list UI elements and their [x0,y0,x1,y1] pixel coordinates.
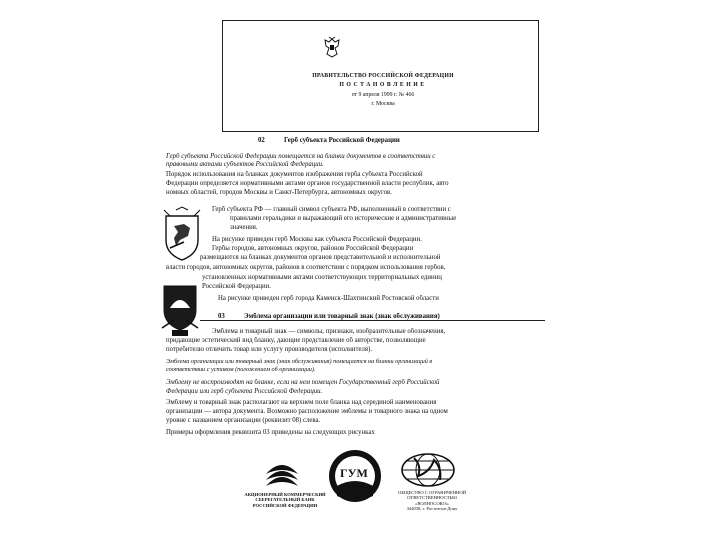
kamensk-coat-of-arms-icon [160,280,200,338]
sec03-line: Федерации или герб субъекта Российской Федерации. [166,388,323,395]
sec03-line: Эмблему и товарный знак располагают на верхнем поле бланка над серединой наименования [166,399,437,406]
arms-line: установленных нормативными актами соответствующих территориальных единиц [202,274,442,281]
sec02-line: номных областей, городов Москвы и Санкт-Петербурга, автономных округов. [166,189,392,196]
sec02-line: Герб субъекта Российской Федерации помещается на бланки документов в соответствии с [166,153,436,160]
sec03-line: организации — автора документа. Возможно расположение эмблемы и товарного знака на одном [166,408,448,415]
arms-line: На рисунке приведен герб города Каменск-Шахтинский Ростовской области [218,295,439,302]
section-03-number: 03 [218,313,225,320]
company-caption-line: «ВОЛНОСОЮЗ» [415,500,449,506]
company-caption-line: 344038, г. Ростов-на-Дону [406,506,458,512]
sberbank-caption-line: РОССИЙСКОЙ ФЕДЕРАЦИИ [252,502,318,508]
arms-line: Российской Федерации. [202,283,271,290]
sec03-line: соответствии с уставом (положением об организации). [166,366,316,373]
sberbank-caption-line: АКЦИОНЕРНЫЙ КОММЕРЧЕСКИЙ [244,492,326,497]
sec02-line: Федерации определяется нормативными актами органов государственной власти республик, авто [166,180,449,187]
decree-date: от 9 апреля 1999 г. № 466 [351,92,415,98]
sec03-line: Эмблему не воспроизводят на бланке, если на нем помещен Государственный герб Российской [166,379,440,386]
section-02-number: 02 [258,137,265,144]
globe-logo-icon [400,452,456,488]
arms-line: На рисунке приведен герб Москвы как субъекта Российской Федерации. [212,236,422,243]
sec03-line: Эмблема организации или товарный знак (знак обслуживания) помещается на бланки организаций в [166,358,433,365]
sec02-line: Порядок использования на бланках документов изображения герба субъекта Российской [166,171,423,178]
gum-logo-text: ГУМ [340,466,368,480]
sberbank-caption [240,492,330,508]
arms-line: Гербы городов, автономных округов, районов Российской Федерации [212,245,414,252]
arms-line: значения. [230,224,258,231]
sberbank-logo-icon [262,452,302,490]
decree-city: г. Москва [371,101,395,107]
company-caption-line: ОТВЕТСТВЕННОСТЬЮ [407,495,457,501]
sec03-line: потребителю отличить товар или услугу производителя (исполнителя). [166,346,373,353]
arms-line: размещаются на бланках документов органов представительной и исполнительной [200,254,441,261]
section-02-title: Герб субъекта Российской Федерации [284,137,400,144]
sec02-line: правовыми актами субъектов Российской Федерации. [166,161,324,168]
company-caption [394,490,470,512]
sec03-line: придающие эстетический вид бланку, дающие представление об авторстве, позволяющие [166,337,426,344]
section-03-title: Эмблема организации или товарный знак (знак обслуживания) [244,313,440,320]
decree-title: ПОСТАНОВЛЕНИЕ [339,82,427,88]
double-headed-eagle-icon [322,36,342,58]
sberbank-caption-line: СБЕРЕГАТЕЛЬНЫЙ БАНК [255,497,315,503]
arms-line: правилами геральдики и выражающий его исторические и административные [230,215,457,222]
sec03-line: Эмблема и товарный знак — символы, признаки, изобразительные обозначения, [212,328,446,335]
government-title: ПРАВИТЕЛЬСТВО РОССИЙСКОЙ ФЕДЕРАЦИИ [312,73,454,79]
sec03-line: Примеры оформления реквизита 03 приведены на следующих рисунках [166,429,375,436]
arms-line: власти городов, автономных округов, районов в соответствии с порядком использования гербов, [166,264,446,271]
sec03-line: уровне с названием организации (реквизит 08) слева. [166,417,321,424]
moscow-coat-of-arms-icon [160,206,204,262]
arms-line: Герб субъекта РФ — главный символ субъекта РФ, выполненный в соответствии с [212,206,451,213]
company-caption-line: ОБЩЕСТВО С ОГРАНИЧЕННОЙ [398,490,466,495]
